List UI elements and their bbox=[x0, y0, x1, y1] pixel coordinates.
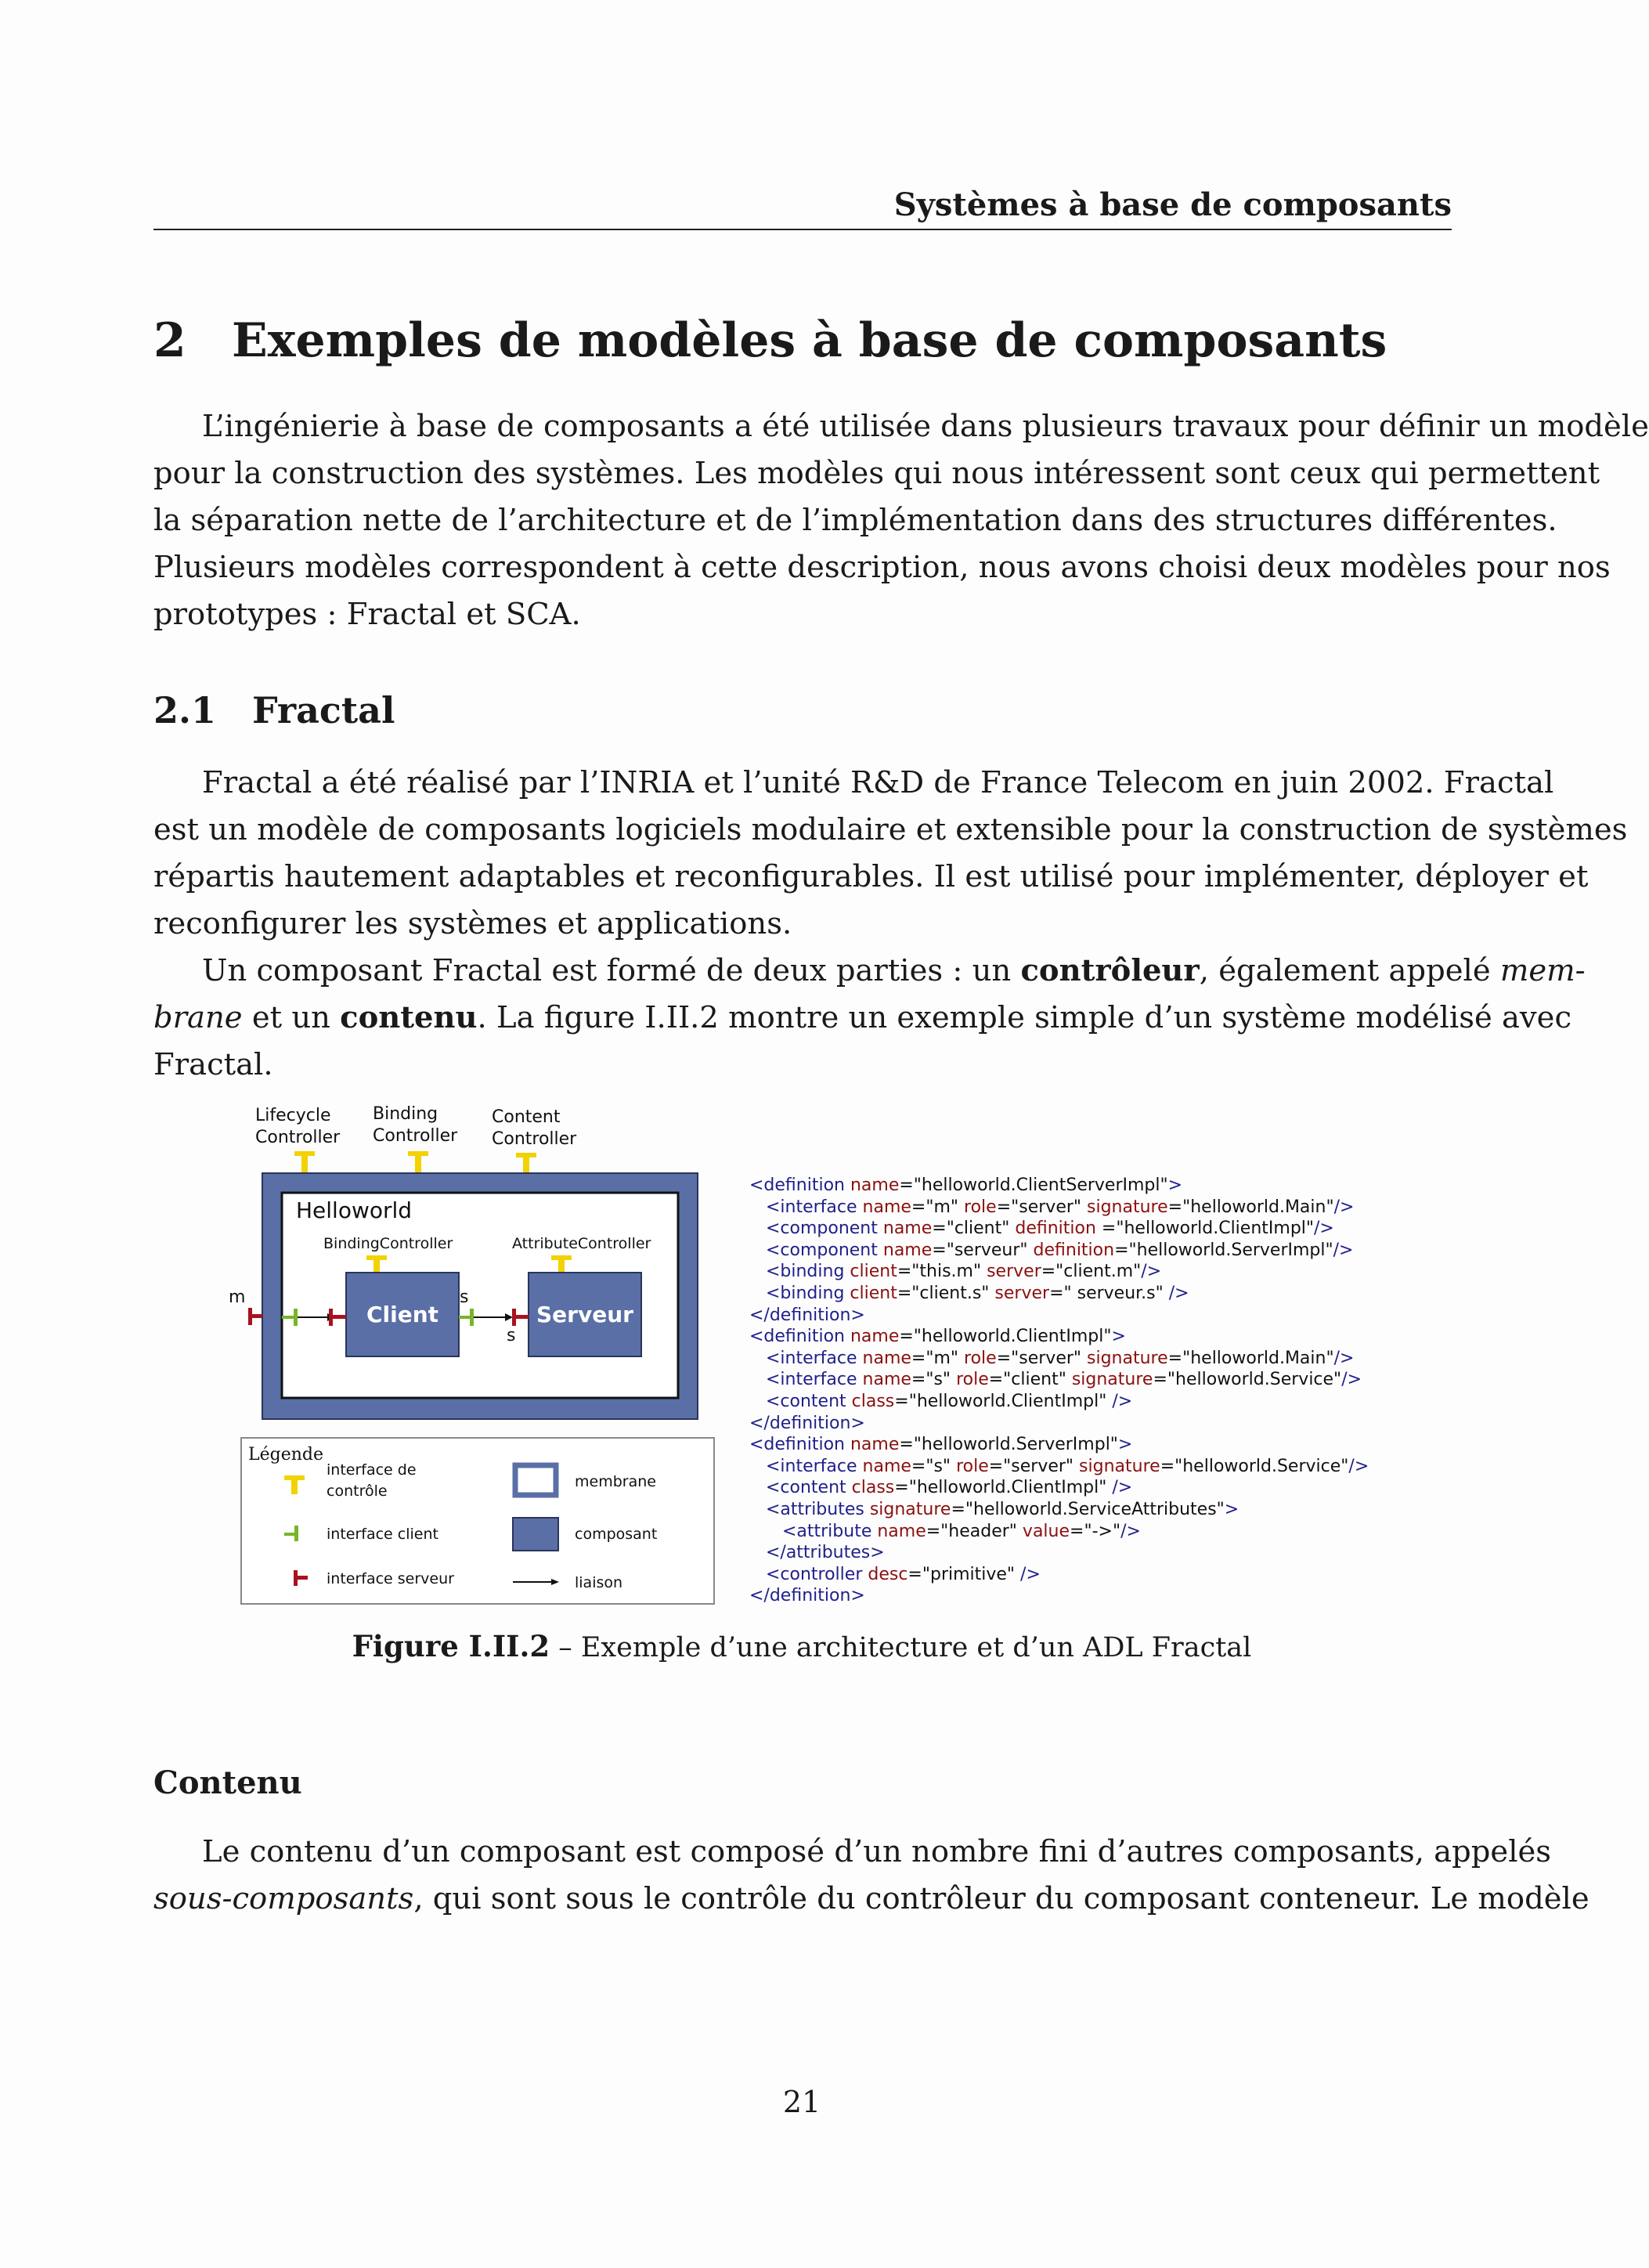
code-token: <controller bbox=[749, 1564, 868, 1584]
code-line bbox=[749, 1391, 1369, 1413]
attribute-controller-label: AttributeController bbox=[512, 1235, 651, 1252]
code-token: /> bbox=[1120, 1521, 1141, 1541]
port-s-client-label: s bbox=[460, 1287, 469, 1307]
text-line: L’ingénierie à base de composants a été utilisée dans plusieurs travaux pour définir un modèle bbox=[202, 409, 1649, 444]
code-token: </definition> bbox=[749, 1413, 865, 1433]
text-line: est un modèle de composants logiciels modulaire et extensible pour la construction de systèmes bbox=[153, 812, 1628, 847]
code-line bbox=[749, 1585, 1369, 1607]
code-token: name bbox=[862, 1348, 911, 1368]
contenu-paragraph bbox=[153, 1829, 1589, 1923]
text-run: , qui sont sous le contrôle du contrôleur du composant conteneur. Le modèle bbox=[413, 1881, 1589, 1916]
code-token: > bbox=[1224, 1499, 1239, 1519]
code-line bbox=[749, 1240, 1369, 1262]
legend-link-label: liaison bbox=[575, 1574, 623, 1591]
serveur-label: Serveur bbox=[536, 1302, 633, 1327]
code-token: ="header" bbox=[926, 1521, 1023, 1541]
adl-code-listing bbox=[749, 1175, 1369, 1607]
code-token: client bbox=[850, 1262, 897, 1282]
code-token: <attributes bbox=[749, 1499, 870, 1519]
composant-paragraph bbox=[153, 948, 1586, 1089]
code-token: <interface bbox=[749, 1197, 863, 1217]
figure-dash: – bbox=[550, 1632, 581, 1663]
code-token: ="client" bbox=[988, 1370, 1072, 1390]
code-token: definition bbox=[1033, 1240, 1115, 1260]
code-token: ="client.s" bbox=[897, 1283, 995, 1303]
content-controller-label: Content Controller bbox=[492, 1107, 577, 1149]
code-token: signature bbox=[1087, 1348, 1168, 1368]
code-token: ="client" bbox=[932, 1219, 1016, 1239]
text-line: pour la construction des systèmes. Les modèles qui nous intéressent sont ceux qui permettent bbox=[153, 456, 1600, 491]
code-token: desc bbox=[868, 1564, 908, 1584]
term-controleur: contrôleur bbox=[1020, 953, 1200, 988]
legend-membrane-icon bbox=[515, 1465, 556, 1495]
code-line bbox=[749, 1305, 1369, 1327]
code-token: <interface bbox=[749, 1348, 863, 1368]
helloworld-label: Helloworld bbox=[296, 1197, 413, 1223]
membrane-server-interface-icon bbox=[248, 1308, 262, 1325]
text-run: , également appelé bbox=[1199, 953, 1500, 988]
code-token: server bbox=[987, 1262, 1041, 1282]
code-line bbox=[749, 1197, 1369, 1219]
port-s-serveur-label: s bbox=[507, 1326, 516, 1345]
code-line bbox=[749, 1499, 1369, 1521]
code-token: <attribute bbox=[749, 1521, 878, 1541]
subsection-number: 2.1 bbox=[153, 689, 217, 731]
lifecycle-controller-label: Lifecycle Controller bbox=[255, 1106, 341, 1147]
code-token: ="server" bbox=[996, 1197, 1088, 1217]
code-token: ="m" bbox=[911, 1348, 965, 1368]
code-token: class bbox=[851, 1478, 895, 1498]
code-line bbox=[749, 1326, 1369, 1348]
text-line bbox=[153, 995, 1572, 1042]
code-token: > bbox=[1111, 1327, 1126, 1347]
code-line bbox=[749, 1413, 1369, 1435]
text-line bbox=[153, 1876, 1589, 1923]
code-token: /> bbox=[1333, 1348, 1355, 1368]
code-token: ="server" bbox=[996, 1348, 1088, 1368]
code-token: signature bbox=[1079, 1456, 1160, 1476]
code-line bbox=[749, 1434, 1369, 1456]
code-token: name bbox=[877, 1521, 926, 1541]
code-line bbox=[749, 1348, 1369, 1370]
code-token: role bbox=[964, 1348, 997, 1368]
code-token: ="helloworld.ServerImpl" bbox=[899, 1435, 1118, 1455]
code-token: name bbox=[882, 1219, 933, 1239]
code-token: ="serveur" bbox=[932, 1240, 1034, 1260]
code-token: <component bbox=[749, 1240, 883, 1260]
code-token: name bbox=[850, 1176, 900, 1195]
client-label: Client bbox=[366, 1302, 439, 1327]
text-line: répartis hautement adaptables et reconfigurables. Il est utilisé pour implémenter, déployer et bbox=[153, 859, 1589, 894]
code-token: /> bbox=[1333, 1240, 1354, 1260]
term-membrane-2: brane bbox=[153, 1000, 243, 1035]
code-token: ="->" bbox=[1070, 1521, 1121, 1541]
code-token: ="m" bbox=[911, 1197, 965, 1217]
code-token: <binding bbox=[749, 1262, 850, 1282]
subsection-title-text: Fractal bbox=[252, 689, 395, 731]
text-run: et un bbox=[242, 1000, 341, 1035]
figure-caption bbox=[0, 1629, 1604, 1663]
code-line bbox=[749, 1456, 1369, 1478]
code-token: ="server" bbox=[988, 1456, 1080, 1476]
figure-caption-text: Exemple d’une architecture et d’un ADL Fractal bbox=[580, 1632, 1252, 1663]
code-token: ="s" bbox=[911, 1370, 957, 1390]
code-line bbox=[749, 1218, 1369, 1240]
code-line bbox=[749, 1283, 1369, 1305]
text-line bbox=[153, 948, 1586, 995]
code-token: </definition> bbox=[749, 1305, 865, 1325]
code-token: ="helloworld.ServerImpl" bbox=[1114, 1240, 1333, 1260]
code-token: name bbox=[862, 1197, 911, 1217]
code-token: server bbox=[994, 1283, 1050, 1303]
code-token: ="helloworld.Main" bbox=[1167, 1197, 1334, 1217]
code-token: /> bbox=[1314, 1219, 1334, 1239]
code-token: /> bbox=[1112, 1391, 1133, 1411]
code-token: name bbox=[862, 1456, 911, 1476]
code-token: /> bbox=[1112, 1478, 1133, 1498]
paragraph-title-contenu: Contenu bbox=[153, 1764, 302, 1801]
code-token: role bbox=[964, 1197, 997, 1217]
code-token: > bbox=[1117, 1435, 1133, 1455]
header-rule bbox=[153, 229, 1452, 230]
binding-controller-label: Binding Controller bbox=[373, 1104, 458, 1146]
text-line: la séparation nette de l’architecture et de l’implémentation dans des structures différentes. bbox=[153, 503, 1557, 538]
legend-control-interface-label: interface de contrôle bbox=[327, 1461, 417, 1500]
code-token: signature bbox=[1071, 1370, 1153, 1390]
code-token: <content bbox=[749, 1391, 852, 1411]
fractal-architecture-diagram bbox=[229, 1104, 736, 1609]
lifecycle-controller-icon bbox=[294, 1151, 315, 1173]
text-line: reconfigurer les systèmes et applications. bbox=[153, 906, 792, 941]
code-token: signature bbox=[1087, 1197, 1168, 1217]
legend-component-icon bbox=[513, 1518, 558, 1551]
code-token: ="s" bbox=[911, 1456, 957, 1476]
code-line bbox=[749, 1521, 1369, 1543]
code-token: client bbox=[850, 1283, 897, 1303]
code-token: name bbox=[850, 1435, 900, 1455]
code-token: ="helloworld.ClientImpl" bbox=[894, 1391, 1113, 1411]
term-contenu: contenu bbox=[340, 1000, 478, 1035]
page-number: 21 bbox=[782, 2085, 821, 2119]
code-line bbox=[749, 1477, 1369, 1499]
code-token: <definition bbox=[749, 1176, 850, 1195]
legend-client-interface-label: interface client bbox=[327, 1526, 438, 1543]
subsection-title bbox=[153, 689, 395, 731]
code-token: <definition bbox=[749, 1327, 850, 1347]
code-token: /> bbox=[1020, 1564, 1041, 1584]
code-line bbox=[749, 1542, 1369, 1564]
code-token: <interface bbox=[749, 1370, 863, 1390]
code-token: </definition> bbox=[749, 1586, 865, 1606]
text-run: Un composant Fractal est formé de deux parties : un bbox=[202, 953, 1021, 988]
text-line: Le contenu d’un composant est composé d’un nombre fini d’autres composants, appelés bbox=[202, 1834, 1552, 1869]
section-number: 2 bbox=[153, 313, 186, 368]
code-token: ="primitive" bbox=[907, 1564, 1021, 1584]
fractal-paragraph bbox=[153, 760, 1628, 948]
legend-server-interface-label: interface serveur bbox=[327, 1570, 454, 1587]
term-membrane-1: mem- bbox=[1499, 953, 1586, 988]
section-title-text: Exemples de modèles à base de composants bbox=[232, 313, 1387, 368]
text-line: Fractal a été réalisé par l’INRIA et l’unité R&D de France Telecom en juin 2002. Fractal bbox=[202, 765, 1554, 800]
code-token: ="helloworld.ClientImpl" bbox=[894, 1478, 1113, 1498]
code-line bbox=[749, 1261, 1369, 1283]
code-token: <interface bbox=[749, 1456, 863, 1476]
code-token: signature bbox=[869, 1499, 951, 1519]
code-token: role bbox=[956, 1456, 989, 1476]
intro-paragraph bbox=[153, 403, 1649, 638]
code-token: =" serveur.s" bbox=[1049, 1283, 1169, 1303]
text-line: Plusieurs modèles correspondent à cette description, nous avons choisi deux modèles pour nos bbox=[153, 550, 1611, 585]
running-header: Systèmes à base de composants bbox=[893, 186, 1452, 223]
code-token: </attributes> bbox=[749, 1543, 885, 1563]
code-token: /> bbox=[1141, 1262, 1162, 1282]
code-token: ="this.m" bbox=[897, 1262, 987, 1282]
code-token: class bbox=[851, 1391, 895, 1411]
term-sous-composants: sous-composants bbox=[153, 1881, 414, 1916]
code-token: /> bbox=[1348, 1456, 1369, 1476]
code-token: <binding bbox=[749, 1283, 850, 1303]
code-line bbox=[749, 1564, 1369, 1586]
code-token: /> bbox=[1333, 1197, 1355, 1217]
legend-component-label: composant bbox=[575, 1526, 658, 1543]
code-token: <component bbox=[749, 1219, 883, 1239]
code-token: <definition bbox=[749, 1435, 850, 1455]
binding-controller-icon bbox=[408, 1151, 428, 1173]
code-token: role bbox=[956, 1370, 989, 1390]
code-token: name bbox=[882, 1240, 933, 1260]
code-token: name bbox=[862, 1370, 911, 1390]
code-token: definition bbox=[1015, 1219, 1102, 1239]
code-token: /> bbox=[1168, 1283, 1189, 1303]
code-token: ="helloworld.ClientServerImpl" bbox=[899, 1176, 1168, 1195]
port-m-label: m bbox=[229, 1287, 246, 1307]
section-title bbox=[153, 313, 1387, 368]
code-line bbox=[749, 1175, 1369, 1197]
code-token: /> bbox=[1341, 1370, 1362, 1390]
legend-title: Légende bbox=[248, 1445, 324, 1464]
code-token: ="helloworld.ClientImpl" bbox=[1101, 1219, 1315, 1239]
code-token: name bbox=[850, 1327, 900, 1347]
code-token: ="helloworld.ServiceAttributes" bbox=[951, 1499, 1225, 1519]
code-line bbox=[749, 1369, 1369, 1391]
text-run: . La figure I.II.2 montre un exemple simple d’un système modélisé avec bbox=[477, 1000, 1572, 1035]
binding-controller-inner-label: BindingController bbox=[323, 1235, 453, 1252]
code-token: ="helloworld.Service" bbox=[1153, 1370, 1342, 1390]
code-token: ="helloworld.Service" bbox=[1160, 1456, 1349, 1476]
legend-membrane-label: membrane bbox=[575, 1473, 656, 1490]
code-token: ="helloworld.Main" bbox=[1167, 1348, 1334, 1368]
text-line: Fractal. bbox=[153, 1047, 273, 1082]
code-token: ="helloworld.ClientImpl" bbox=[899, 1327, 1112, 1347]
figure-label: Figure I.II.2 bbox=[352, 1629, 550, 1663]
code-token: ="client.m" bbox=[1041, 1262, 1142, 1282]
text-line: prototypes : Fractal et SCA. bbox=[153, 597, 581, 632]
code-token: > bbox=[1167, 1176, 1183, 1195]
content-controller-icon bbox=[516, 1153, 536, 1173]
code-token: value bbox=[1022, 1521, 1070, 1541]
code-token: <content bbox=[749, 1478, 852, 1498]
